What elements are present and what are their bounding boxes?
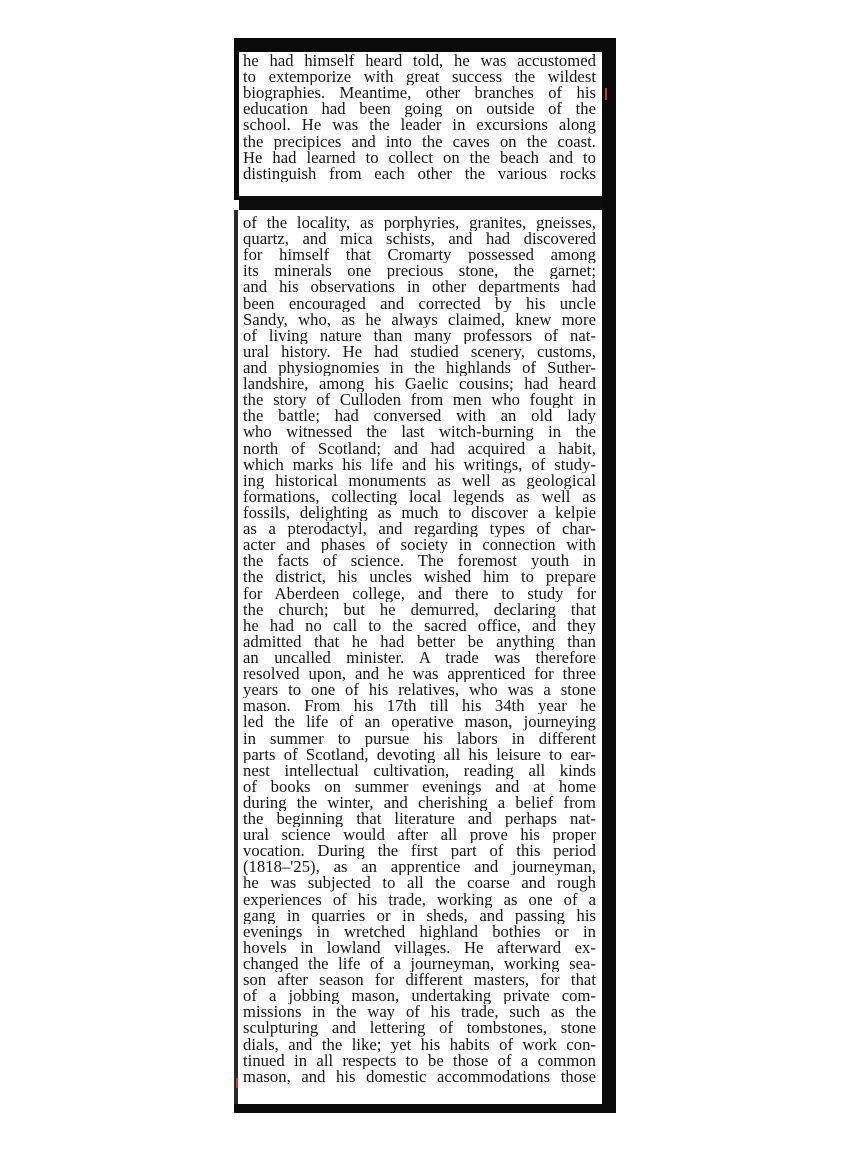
text-line: the beginning that literature and perhaps nat- [243, 811, 596, 828]
text-line: tinued in all respects to be those of a common [243, 1052, 596, 1069]
text-line: quartz, and mica schists, and had discovered [243, 231, 596, 248]
text-line: school. He was the leader in excursions along [243, 117, 596, 134]
text-line: admitted that he had better be anything than [243, 633, 596, 650]
scan-edge-left [234, 38, 239, 200]
text-line: for himself that Cromarty possessed among [243, 247, 596, 264]
text-line: ing historical monuments as well as geological [243, 472, 596, 489]
text-line: which marks his life and his writings, of study- [243, 456, 596, 473]
column-fold-divider [239, 196, 602, 210]
text-line: led the life of an operative mason, journeying [243, 714, 596, 731]
text-line: resolved upon, and he was apprenticed for three [243, 666, 596, 683]
text-line: ural science would after all prove his proper [243, 827, 596, 844]
text-line: the district, his uncles wished him to prepare [243, 569, 596, 586]
text-line: fossils, delighting as much to discover a kelpie [243, 504, 596, 522]
text-line: the battle; had conversed with an old lady [243, 408, 596, 425]
text-line: son after season for different masters, for that [243, 972, 596, 989]
text-line: nest intellectual cultivation, reading all kinds [243, 762, 596, 779]
scan-edge-top [234, 38, 616, 52]
scan-edge-left-lower [234, 210, 238, 1110]
text-line: of living nature than many professors of nat- [243, 327, 596, 344]
text-line: the facts of science. The foremost youth in [243, 553, 596, 570]
text-line: the church; but he demurred, declaring that [243, 601, 596, 618]
text-line: evenings in wretched highland bothies or in [243, 923, 596, 940]
text-line: of a jobbing mason, undertaking private com- [243, 988, 596, 1005]
text-line: its minerals one precious stone, the garnet; [243, 263, 596, 280]
text-line: for Aberdeen college, and there to study for [243, 585, 596, 602]
text-line: he had no call to the sacred office, and they [243, 617, 596, 634]
text-line: of the locality, as porphyries, granites, gneisses, [243, 215, 596, 232]
article-column-upper [243, 53, 596, 182]
text-line: changed the life of a journeyman, working sea- [243, 956, 596, 973]
text-line: and his observations in other departments had [243, 279, 596, 296]
text-line: education had been going on outside of the [243, 101, 596, 118]
text-line: he had himself heard told, he was accustomed [243, 53, 596, 70]
text-line: sculpturing and lettering of tombstones, stone [243, 1020, 596, 1037]
text-line: the story of Culloden from men who fought in [243, 392, 596, 409]
text-line: dials, and the like; yet his habits of work con- [243, 1036, 596, 1053]
text-line: who witnessed the last witch-burning in the [243, 424, 596, 441]
newspaper-clipping [234, 38, 616, 1113]
text-line: formations, collecting local legends as well as [243, 488, 596, 505]
scan-red-mark [236, 1078, 238, 1088]
text-line: acter and phases of society in connection with [243, 537, 596, 554]
text-line: distinguish from each other the various rocks [243, 165, 596, 182]
text-line: mason. From his 17th till his 34th year he [243, 698, 596, 715]
text-line: the precipices and into the caves on the coast. [243, 133, 596, 150]
text-line: mason, and his domestic accommodations those [243, 1068, 596, 1085]
text-line: experiences of his trade, working as one of a [243, 891, 596, 908]
text-line: missions in the way of his trade, such as the [243, 1004, 596, 1021]
text-line: to extemporize with great success the wildest [243, 69, 596, 86]
article-column-lower [243, 215, 596, 1085]
text-line: during the winter, and cherishing a belief from [243, 794, 596, 812]
text-line: been encouraged and corrected by his uncle [243, 295, 596, 312]
text-line: ural history. He had studied scenery, customs, [243, 343, 596, 360]
scan-red-mark [605, 88, 607, 100]
text-line: vocation. During the first part of this period [243, 843, 596, 860]
scan-edge-right [602, 38, 616, 1113]
text-line: an uncalled minister. A trade was therefore [243, 649, 596, 667]
text-line: and physiognomies in the highlands of Suther- [243, 359, 596, 377]
text-line: He had learned to collect on the beach and to [243, 149, 596, 166]
text-line: landshire, among his Gaelic cousins; had heard [243, 376, 596, 393]
text-line: as a pterodactyl, and regarding types of char- [243, 521, 596, 538]
text-line: north of Scotland; and had acquired a habit, [243, 440, 596, 457]
scan-edge-bottom [234, 1104, 616, 1113]
text-line: in summer to pursue his labors in different [243, 730, 596, 747]
text-line: years to one of his relatives, who was a stone [243, 682, 596, 699]
text-line: Sandy, who, as he always claimed, knew more [243, 311, 596, 328]
text-line: of books on summer evenings and at home [243, 778, 596, 795]
text-line: he was subjected to all the coarse and rough [243, 875, 596, 892]
text-line: biographies. Meantime, other branches of his [243, 85, 596, 102]
text-line: hovels in lowland villages. He afterward ex- [243, 939, 596, 957]
text-line: gang in quarries or in sheds, and passing his [243, 907, 596, 924]
text-line: (1818–'25), as an apprentice and journeyman, [243, 859, 596, 876]
text-line: parts of Scotland, devoting all his leisure to ear- [243, 746, 596, 763]
